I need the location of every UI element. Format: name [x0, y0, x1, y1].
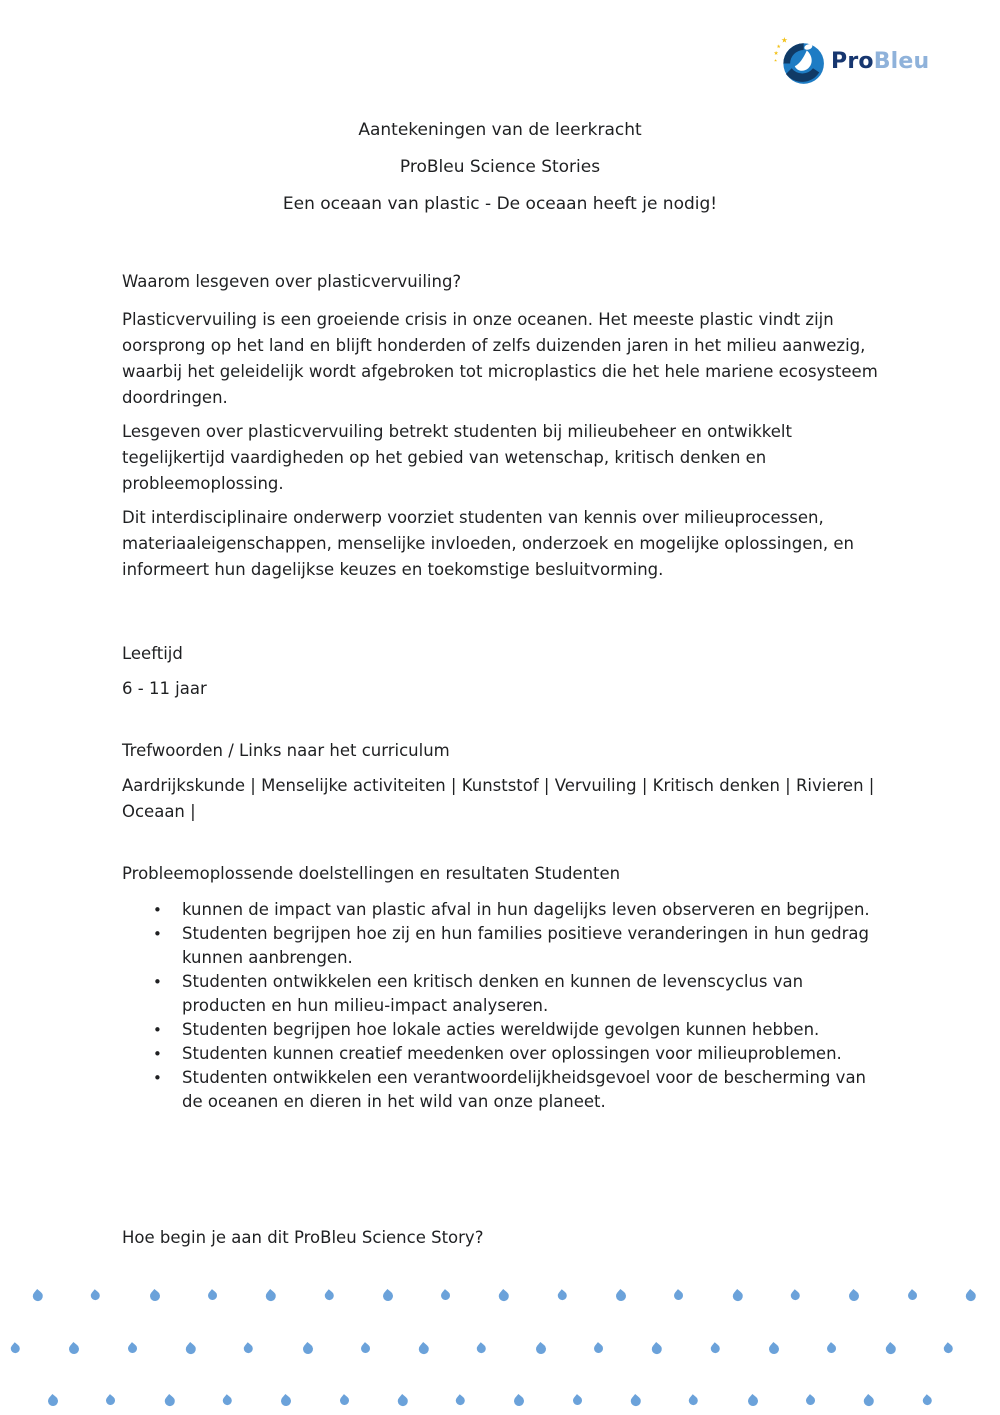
raindrop-icon — [825, 1342, 838, 1355]
section-why — [122, 269, 882, 591]
raindrop-icon — [650, 1342, 663, 1355]
raindrop-icon — [556, 1289, 568, 1301]
raindrop-icon — [359, 1342, 372, 1355]
raindrop-icon — [614, 1289, 628, 1303]
raindrop-icon — [942, 1342, 954, 1354]
objectives-list-item: • Studenten kunnen creatief meedenken over oplossingen voor milieuproblemen. — [122, 1042, 882, 1066]
raindrop-icon — [46, 1394, 60, 1408]
section-why-heading: Waarom lesgeven over plasticvervuiling? — [122, 272, 462, 291]
raindrop-icon — [264, 1289, 277, 1302]
raindrop-icon — [629, 1394, 642, 1407]
raindrop-icon — [148, 1289, 162, 1303]
raindrop-icon — [571, 1394, 584, 1407]
raindrop-icon — [906, 1289, 919, 1302]
raindrop-icon — [338, 1394, 351, 1407]
problue-logo-text — [831, 36, 929, 88]
raindrop-icon — [497, 1289, 510, 1302]
raindrop-icon — [672, 1289, 685, 1302]
raindrop-icon — [688, 1394, 700, 1406]
raindrop-icon — [279, 1394, 293, 1408]
problue-logo — [774, 36, 929, 88]
raindrop-icon — [709, 1342, 721, 1354]
raindrop-icon — [417, 1342, 430, 1355]
keywords-value: Aardrijkskunde | Menselijke activiteiten | Kunststof | Vervuiling | Kritisch denken | Rivieren | Oceaan | — [122, 776, 875, 821]
raindrop-icon — [512, 1394, 526, 1408]
raindrop-icon — [847, 1289, 861, 1303]
raindrop-icon — [184, 1342, 197, 1355]
section-keywords-heading: Trefwoorden / Links naar het curriculum — [122, 741, 450, 760]
raindrop-icon — [964, 1289, 977, 1302]
raindrop-icon — [323, 1289, 335, 1301]
raindrop-icon — [804, 1394, 817, 1407]
section-why-paragraph: Lesgeven over plasticvervuiling betrekt studenten bij milieubeheer en ontwikkelt tegelijkertijd vaardigheden op het gebied van wetenschap, kritisch denken en probleemoplossing. — [122, 422, 792, 493]
age-range-value: 6 - 11 jaar — [122, 679, 207, 698]
raindrop-icon — [592, 1342, 605, 1355]
logo-text-pro: Pro — [831, 49, 874, 74]
raindrop-icon — [90, 1289, 102, 1301]
raindrop-icon — [206, 1289, 219, 1302]
raindrop-icon — [163, 1394, 176, 1407]
title-line-1: Aantekeningen van de leerkracht — [358, 120, 642, 140]
raindrop-icon — [884, 1342, 897, 1355]
objectives-list — [122, 898, 882, 1114]
section-objectives-heading: Probleemoplossende doelstellingen en resultaten Studenten — [122, 864, 621, 883]
raindrop-icon — [221, 1394, 233, 1406]
raindrop-icon — [439, 1289, 452, 1302]
raindrop-icon — [921, 1394, 933, 1406]
section-why-paragraph: Dit interdisciplinaire onderwerp voorziet studenten van kennis over milieuprocessen, materiaaleigenschappen, menselijke invloeden, onderzoek en mogelijke oplossingen, en informeert hun dagelijkse keuzes en toekomstige besluitvorming. — [122, 508, 854, 579]
objectives-list-item: • Studenten begrijpen hoe zij en hun families positieve veranderingen in hun gedrag kunnen aanbrengen. — [122, 922, 882, 970]
objectives-list-item: • Studenten ontwikkelen een verantwoordelijkheidsgevoel voor de bescherming van de oceanen en dieren in het wild van onze planeet. — [122, 1066, 882, 1114]
raindrop-icon — [381, 1289, 395, 1303]
section-keywords — [122, 738, 882, 833]
raindrop-icon — [242, 1342, 254, 1354]
section-why-paragraph: Plasticvervuiling is een groeiende crisis in onze oceanen. Het meeste plastic vindt zijn oorsprong op het land en blijft honderden of zelfs duizenden jaren in het milieu aanwezig, waarbij het geleidelijk wordt afgebroken tot microplastics die het hele mariene ecosysteem doordringen. — [122, 310, 878, 407]
logo-text-bleu: Bleu — [873, 49, 930, 74]
document-title-block — [0, 119, 1000, 230]
raindrop-icon — [476, 1342, 488, 1354]
raindrop-icon — [746, 1394, 760, 1408]
section-how-heading: Hoe begin je aan dit ProBleu Science Story? — [122, 1228, 484, 1247]
section-objectives — [122, 861, 882, 1114]
section-how-to-begin — [122, 1225, 882, 1263]
raindrop-icon — [731, 1289, 744, 1302]
objectives-list-item: • Studenten ontwikkelen een kritisch denken en kunnen de levenscyclus van producten en hun milieu-impact analyseren. — [122, 970, 882, 1018]
raindrop-icon — [300, 1342, 314, 1356]
section-age — [122, 641, 882, 710]
raindrop-icon — [789, 1289, 801, 1301]
objectives-list-item: • kunnen de impact van plastic afval in hun dagelijks leven observeren en begrijpen. — [122, 898, 882, 922]
raindrop-icon — [396, 1394, 409, 1407]
raindrop-icon — [767, 1342, 781, 1356]
raindrop-icon — [9, 1342, 21, 1354]
objectives-list-item: • Studenten begrijpen hoe lokale acties wereldwijde gevolgen kunnen hebben. — [122, 1018, 882, 1042]
raindrop-icon — [454, 1394, 466, 1406]
raindrop-icon — [104, 1394, 117, 1407]
raindrop-icon — [862, 1394, 875, 1407]
title-line-3: Een oceaan van plastic - De oceaan heeft je nodig! — [282, 194, 718, 214]
raindrop-icon — [534, 1342, 548, 1356]
title-line-2: ProBleu Science Stories — [399, 157, 601, 177]
raindrop-icon — [126, 1342, 139, 1355]
section-age-heading: Leeftijd — [122, 644, 183, 663]
raindrop-icon — [67, 1342, 81, 1356]
problue-logo-mark-icon — [774, 36, 826, 88]
raindrop-icon — [31, 1289, 44, 1302]
